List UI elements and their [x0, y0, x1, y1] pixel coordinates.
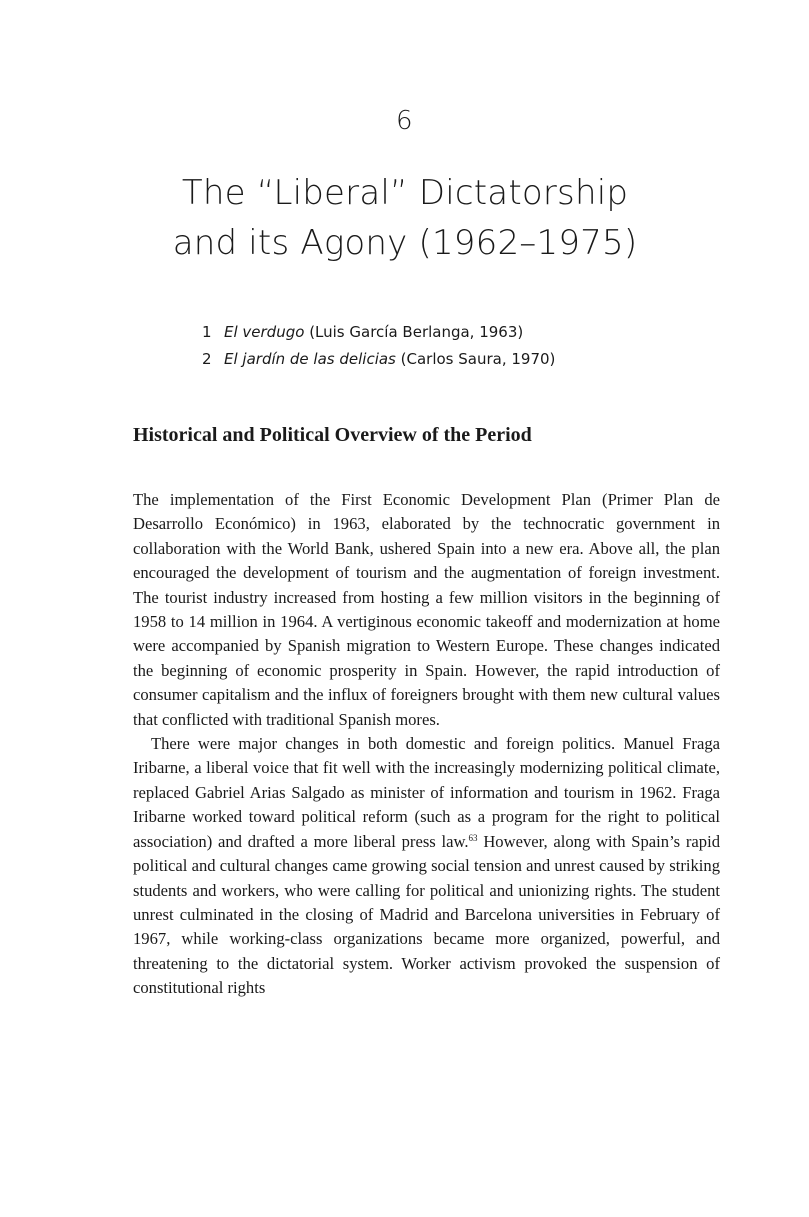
film-credit: (Carlos Saura, 1970)	[395, 350, 556, 368]
film-credit: (Luis García Berlanga, 1963)	[304, 323, 524, 341]
film-list-item	[202, 346, 722, 373]
paragraph-1: The implementation of the First Economic Development Plan (Primer Plan de Desarrollo Económico) in 1963, elaborated by the technocratic government in collaboration with the World Bank, ushered Spain into a new era. Above all, the plan encouraged the development of tourism and the augmentation of foreign investment. The tourist industry increased from hosting a few million visitors in the beginning of 1958 to 14 million in 1964. A vertiginous economic takeoff and modernization at home were accompanied by Spanish migration to Western Europe. These changes indicated the beginning of economic prosperity in Spain. However, the rapid introduction of consumer capitalism and the influx of foreigners brought with them new cultural values that conflicted with traditional Spanish mores.	[133, 490, 720, 729]
paragraph-2	[133, 732, 720, 1000]
section-heading: Historical and Political Overview of the Period	[133, 424, 532, 446]
footnote-marker[interactable]: 63	[468, 832, 478, 843]
film-number: 1	[202, 323, 212, 341]
film-list-item	[202, 319, 722, 346]
chapter-title-line-1: The “Liberal” Dictatorship	[181, 173, 629, 213]
paragraph-2-part-1: There were major changes in both domestic and foreign politics. Manuel Fraga Iribarne, a liberal voice that fit well with the increasingly modernizing political climate, replaced Gabriel Arias Salgado as minister of information and tourism in 1962. Fraga Iribarne worked toward political reform (such as a program for the right to political association) and drafted a more liberal press law.	[133, 734, 720, 851]
film-title: El verdugo	[224, 323, 305, 341]
chapter-title-line-2: and its Agony (1962–1975)	[172, 223, 638, 263]
film-title: El jardín de las delicias	[224, 350, 396, 368]
paragraph-2-part-2: However, along with Spain’s rapid political and cultural changes came growing social tension and unrest caused by striking students and workers, who were calling for political and unionizing rights. The student unrest culminated in the closing of Madrid and Barcelona universities in February of 1967, while working-class organizations became more organized, powerful, and threatening to the dictatorial system. Worker activism provoked the suspension of constitutional rights	[133, 831, 721, 998]
film-list	[202, 319, 722, 373]
film-number: 2	[202, 350, 212, 368]
chapter-number: 6	[395, 106, 414, 136]
body-text	[133, 488, 720, 1001]
chapter-title	[110, 168, 700, 268]
